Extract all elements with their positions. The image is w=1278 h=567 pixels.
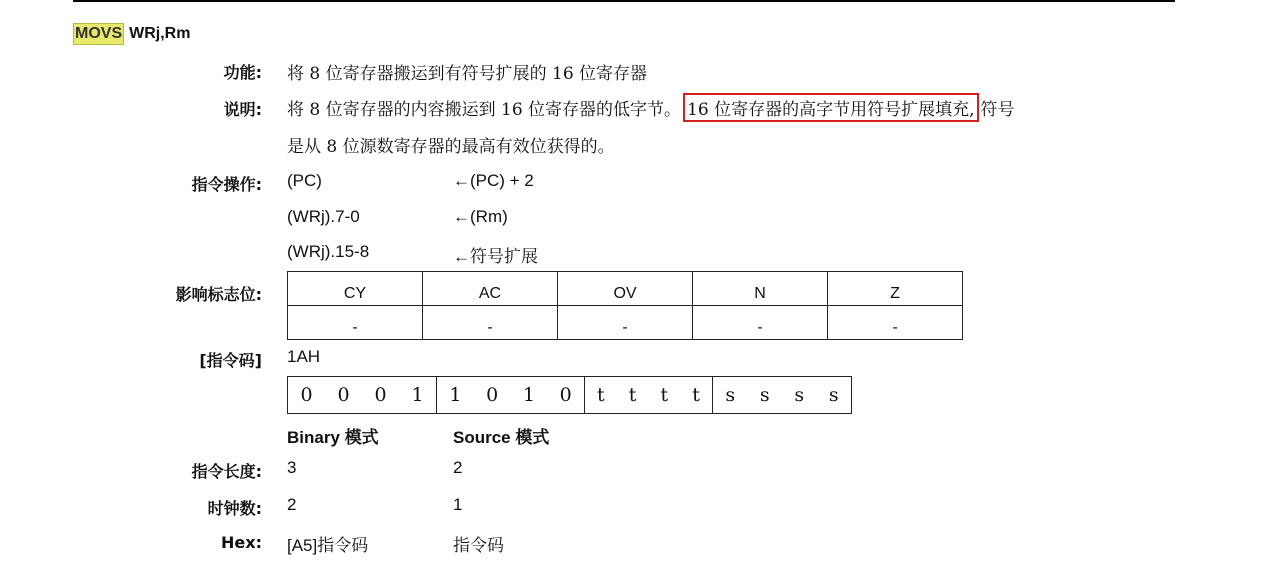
opcode-bit: 0: [559, 384, 572, 406]
description-text-before: 将 8 位寄存器的内容搬运到 16 位寄存器的低字节。: [287, 100, 682, 120]
flags-label: 影响标志位:: [175, 285, 262, 304]
operands: WRj,Rm: [129, 25, 191, 42]
opcode-bit: 1: [449, 384, 462, 406]
description-highlight-box: 16 位寄存器的高字节用符号扩展填充,: [683, 93, 978, 122]
opcode-bit: 1: [522, 384, 535, 406]
opcode-bit: 0: [374, 384, 387, 406]
description-line-1: [287, 93, 1015, 122]
opcode-bit: t: [628, 384, 637, 406]
opcode-bit: t: [692, 384, 700, 406]
clocks-label: 时钟数:: [207, 499, 262, 518]
opcode-bit: s: [794, 384, 805, 406]
flag-header-z: Z: [828, 272, 963, 306]
function-text: 将 8 位寄存器搬运到有符号扩展的 16 位寄存器: [287, 64, 648, 84]
clocks-binary: 2: [287, 495, 297, 514]
hex-label: Hex:: [221, 533, 262, 552]
operation-dest-1: (WRj).7-0: [287, 207, 360, 226]
opcode-bit: 0: [486, 384, 499, 406]
operation-src-0: ←(PC) + 2: [453, 171, 534, 190]
source-mode-heading: Source 模式: [453, 428, 550, 447]
description-text-after: 符号: [980, 100, 1015, 120]
clocks-source: 1: [453, 495, 463, 514]
opcode-bit: s: [828, 384, 839, 406]
flag-value-ov: -: [558, 306, 693, 340]
flag-header-ov: OV: [558, 272, 693, 306]
opcode-bit: s: [759, 384, 770, 406]
operation-label: 指令操作:: [191, 175, 262, 194]
flag-header-n: N: [693, 272, 828, 306]
operation-src-2: ←符号扩展: [453, 247, 538, 266]
instruction-heading: [73, 21, 190, 47]
flags-table: [287, 271, 963, 340]
description-label: 说明:: [223, 100, 262, 119]
opcode-bit: t: [597, 384, 605, 406]
flag-value-cy: -: [288, 306, 423, 340]
operation-dest-2: (WRj).15-8: [287, 242, 370, 261]
top-rule: [73, 0, 1175, 2]
opcode-bit: 1: [411, 384, 424, 406]
flags-header-row: [288, 272, 963, 306]
flag-header-cy: CY: [288, 272, 423, 306]
opcode-label: [指令码]: [199, 351, 262, 370]
opcode-bit: t: [660, 384, 669, 406]
flag-value-z: -: [828, 306, 963, 340]
flag-value-n: -: [693, 306, 828, 340]
flags-value-row: [288, 306, 963, 340]
opcode-bit: 0: [300, 384, 313, 406]
flag-header-ac: AC: [423, 272, 558, 306]
opcode-nibble-3: [713, 377, 851, 413]
opcode-bit: s: [725, 384, 736, 406]
description-line-2: 是从 8 位源数寄存器的最高有效位获得的。: [287, 137, 615, 157]
opcode-value: 1AH: [287, 347, 321, 366]
opcode-nibble-0: [288, 377, 437, 413]
operation-src-1: ←(Rm): [453, 207, 508, 226]
length-binary: 3: [287, 458, 297, 477]
opcode-bit-box: [287, 376, 852, 414]
length-label: 指令长度:: [191, 462, 262, 481]
hex-source: 指令码: [453, 536, 504, 555]
function-label: 功能:: [223, 63, 262, 82]
length-source: 2: [453, 458, 463, 477]
opcode-bit: 0: [337, 384, 350, 406]
opcode-nibble-2: [585, 377, 713, 413]
binary-mode-heading: Binary 模式: [287, 428, 379, 447]
flag-value-ac: -: [423, 306, 558, 340]
hex-binary: [A5]指令码: [287, 536, 369, 555]
opcode-nibble-1: [437, 377, 585, 413]
mnemonic-highlight: MOVS: [73, 23, 124, 45]
operation-dest-0: (PC): [287, 171, 322, 190]
